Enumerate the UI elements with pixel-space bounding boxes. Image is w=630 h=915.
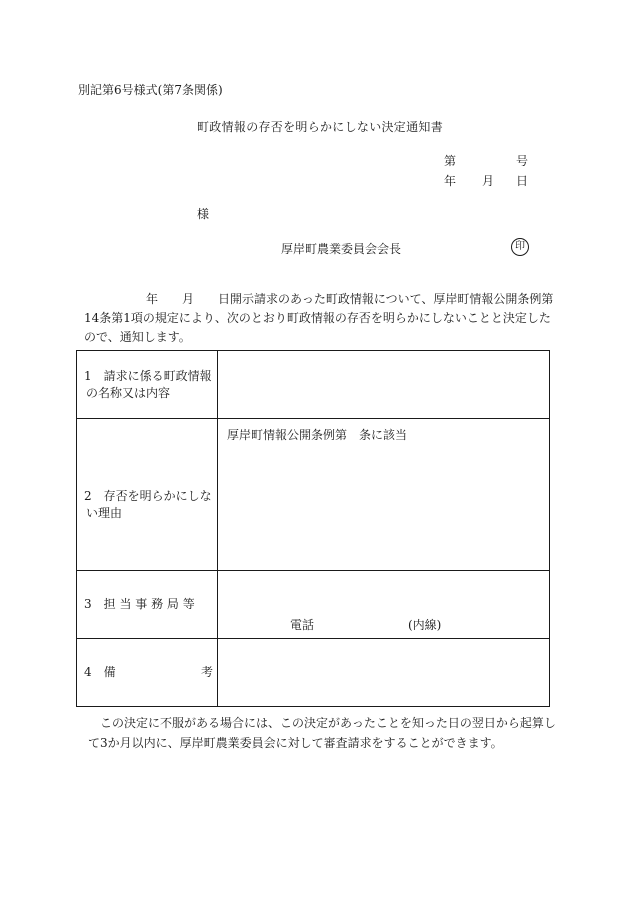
sender-name: 厚岸町農業委員会会長 bbox=[281, 242, 402, 256]
date-day: 日 bbox=[516, 174, 529, 188]
number-prefix: 第 bbox=[444, 154, 457, 168]
form-number-label: 別記第6号様式(第7条関係) bbox=[78, 83, 223, 97]
row2-label-line: 2 存否を明らかにしな bbox=[84, 488, 212, 503]
row4-label-num: 4 備 bbox=[84, 664, 116, 679]
body-line: 14条第1項の規定により、次のとおり町政情報の存否を明らかにしないことと決定した bbox=[84, 311, 551, 325]
row2-label bbox=[77, 419, 218, 571]
table-row bbox=[77, 639, 550, 707]
number-suffix: 号 bbox=[516, 154, 529, 168]
table-row bbox=[77, 419, 550, 571]
date-month: 月 bbox=[482, 174, 495, 188]
row4-label-word: 考 bbox=[201, 664, 214, 679]
row3-label-text: 3 担 当 事 務 局 等 bbox=[84, 597, 195, 611]
row4-value[interactable] bbox=[218, 639, 550, 707]
row1-label bbox=[77, 351, 218, 419]
body-line: ので、通知します。 bbox=[84, 330, 191, 344]
appeal-notice bbox=[88, 713, 558, 753]
date-year: 年 bbox=[444, 174, 457, 188]
body-line: 年 月 日開示請求のあった町政情報について、厚岸町情報公開条例第 bbox=[146, 292, 554, 306]
row4-label bbox=[77, 639, 218, 707]
row2-value[interactable] bbox=[218, 419, 550, 571]
row2-value-text: 厚岸町情報公開条例第 条に該当 bbox=[227, 428, 408, 442]
body-paragraph bbox=[84, 290, 554, 347]
row1-label-line: 1 請求に係る町政情報 bbox=[84, 368, 212, 383]
row1-label-line: の名称又は内容 bbox=[86, 385, 171, 400]
phone-label: 電話 bbox=[290, 617, 315, 632]
addressee-suffix: 様 bbox=[197, 207, 210, 221]
seal-mark: 印 bbox=[511, 238, 529, 256]
appeal-line: この決定に不服がある場合には、この決定があったことを知った日の翌日から起算し bbox=[100, 716, 556, 730]
table-row bbox=[77, 571, 550, 639]
row3-label bbox=[77, 571, 218, 639]
document-title: 町政情報の存否を明らかにしない決定通知書 bbox=[197, 120, 444, 134]
row1-value[interactable] bbox=[218, 351, 550, 419]
notice-table bbox=[76, 350, 550, 707]
table-row bbox=[77, 351, 550, 419]
appeal-line: て3か月以内に、厚岸町農業委員会に対して審査請求をすることができます。 bbox=[88, 736, 503, 750]
row2-label-line: い理由 bbox=[86, 505, 123, 520]
extension-label: (内線) bbox=[408, 617, 442, 632]
row3-value[interactable] bbox=[218, 571, 550, 639]
